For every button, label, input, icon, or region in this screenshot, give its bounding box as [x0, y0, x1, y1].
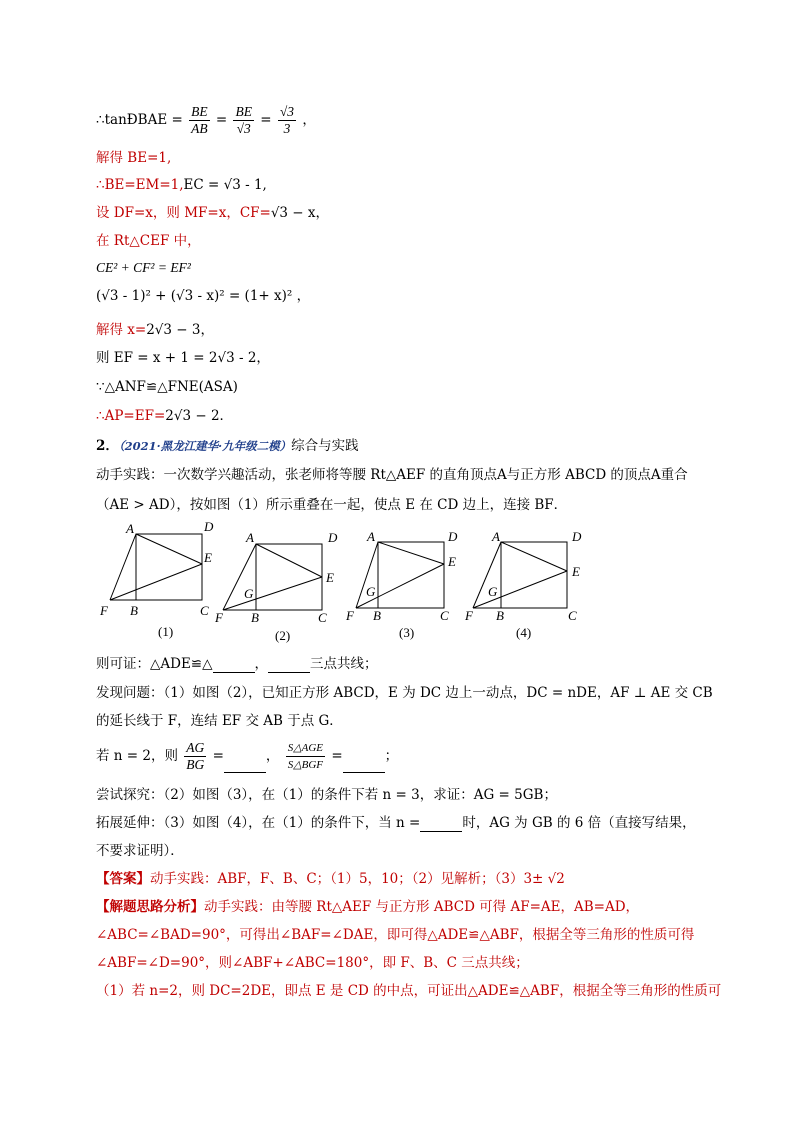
solution-line: CE² + CF² = EF²: [96, 260, 191, 275]
label-A: A: [492, 529, 500, 544]
answer-blank[interactable]: [224, 758, 266, 773]
label-F: F: [100, 603, 108, 618]
label-D: D: [328, 530, 338, 545]
label-F: F: [465, 608, 473, 623]
formula-line-tan: ∴tanÐBAE = $\frac{BE}{AB}$ = $\frac{BE}{√3}$ = $\frac{√3}{3}$ ，: [96, 104, 316, 136]
solution-line: 解得 x=2√3 − 3，: [96, 322, 214, 338]
answer-blank[interactable]: [343, 758, 385, 773]
question-header: 2．（2021·黑龙江建华·九年级二模）综合与实践: [96, 438, 359, 454]
solution-line: ∴BE=EM=1,EC = √3 - 1,: [96, 177, 267, 193]
figure-1: [110, 534, 202, 600]
question-text: 尝试探究：（2）如图（3），在（1）的条件下若 n = 3，求证：AG = 5GB；: [96, 787, 557, 803]
fraction: $\frac{BE}{√3}$: [235, 104, 252, 136]
solution-line: (√3 - 1)² + (√3 - x)² = (1+ x)² ，: [96, 288, 311, 304]
question-text: 不要求证明）．: [96, 843, 184, 859]
figure-caption: (1): [158, 624, 174, 639]
fraction: $\frac{BE}{AB}$: [191, 104, 208, 136]
fraction: $\frac{AG}{BG}$: [186, 740, 205, 772]
figure-caption: (2): [275, 628, 291, 643]
figure-2: [223, 544, 322, 610]
solution-line: 则 EF = x + 1 = 2√3 - 2，: [96, 350, 270, 366]
answer-blank[interactable]: [268, 658, 310, 673]
label-E: E: [572, 564, 580, 579]
fraction: $\frac{\text{S△AGE}}{\text{S△BGF}}$: [287, 742, 324, 771]
label-D: D: [204, 520, 214, 534]
label-B: B: [373, 608, 381, 623]
question-source: （2021·黑龙江建华·九年级二模）: [118, 439, 292, 453]
tan-prefix: ∴tanÐBAE =: [96, 112, 183, 128]
solution-line: ∴AP=EF=2√3 − 2．: [96, 408, 234, 424]
label-G: G: [244, 586, 254, 601]
figure-caption: (4): [516, 625, 532, 640]
answer-blank[interactable]: [420, 817, 462, 832]
solution-line: 在 Rt△CEF 中，: [96, 233, 201, 249]
label-G: G: [488, 584, 498, 599]
label-F: F: [346, 608, 354, 623]
question-text: （AE > AD），按如图（1）所示重叠在一起，使点 E 在 CD 边上，连接 BF．: [96, 497, 568, 513]
solution-line: ∵△ANF≌△FNE(ASA): [96, 379, 238, 395]
label-B: B: [251, 610, 259, 625]
label-E: E: [204, 550, 212, 565]
label-C: C: [440, 608, 449, 623]
answer-line: 【答案】动手实践：ABF，F、B、C；（1）5，10；（2）见解析；（3）3± √2: [96, 871, 565, 887]
label-B: B: [496, 608, 504, 623]
label-E: E: [326, 570, 334, 585]
label-C: C: [318, 610, 327, 625]
analysis-line: ∠ABF=∠D=90°，则∠ABF+∠ABC=180°，即 F、B、C 三点共线；: [96, 955, 529, 971]
analysis-line: （1）若 n=2，则 DC=2DE，即点 E 是 CD 的中点，可证出△ADE≌△ABF，根据全等三角形的性质可: [96, 983, 722, 999]
question-text: 动手实践：一次数学兴趣活动，张老师将等腰 Rt△AEF 的直角顶点A与正方形 ABCD 的顶点A重合: [96, 467, 688, 483]
label-D: D: [448, 529, 458, 544]
solution-line: 设 DF=x，则 MF=x，CF=√3 − x，: [96, 205, 330, 221]
answer-blank[interactable]: [213, 658, 255, 673]
analysis-line: ∠ABC=∠BAD=90°，可得出∠BAF=∠DAE，即可得△ADE≌△ABF，根据全等三角形的性质可得: [96, 927, 695, 943]
label-D: D: [572, 529, 582, 544]
question-text: 的延长线于 F，连结 EF 交 AB 于点 G．: [96, 713, 343, 729]
label-C: C: [200, 603, 209, 618]
question-text: 发现问题：（1）如图（2），已知正方形 ABCD，E 为 DC 边上一动点，DC = nDE，AF ⊥ AE 交 CB: [96, 685, 713, 701]
fraction: $\frac{√3}{3}$: [279, 104, 295, 136]
label-A: A: [126, 521, 134, 536]
label-A: A: [246, 530, 254, 545]
label-A: A: [367, 529, 375, 544]
figure-caption: (3): [399, 625, 415, 640]
solution-line: 解得 BE=1,: [96, 150, 172, 166]
question-text: 拓展延伸：（3）如图（4），在（1）的条件下，当 n = 时，AG 为 GB 的 6 倍（直接写结果，: [96, 815, 696, 831]
label-C: C: [568, 608, 577, 623]
label-G: G: [366, 584, 376, 599]
analysis-line: 【解题思路分析】动手实践：由等腰 Rt△AEF 与正方形 ABCD 可得 AF=AE，AB=AD，: [96, 899, 640, 915]
label-B: B: [130, 603, 138, 618]
label-F: F: [215, 610, 223, 625]
question-text: 则可证：△ADE≌△ ， 三点共线；: [96, 656, 378, 672]
geometry-figures: [96, 520, 696, 645]
question-text-fractions: 若 n = 2，则 $\frac{AG}{BG}$ = ， $\frac{\text{S△AGE}}{\text{S△BGF}}$ = ；: [96, 740, 399, 772]
label-E: E: [448, 554, 456, 569]
